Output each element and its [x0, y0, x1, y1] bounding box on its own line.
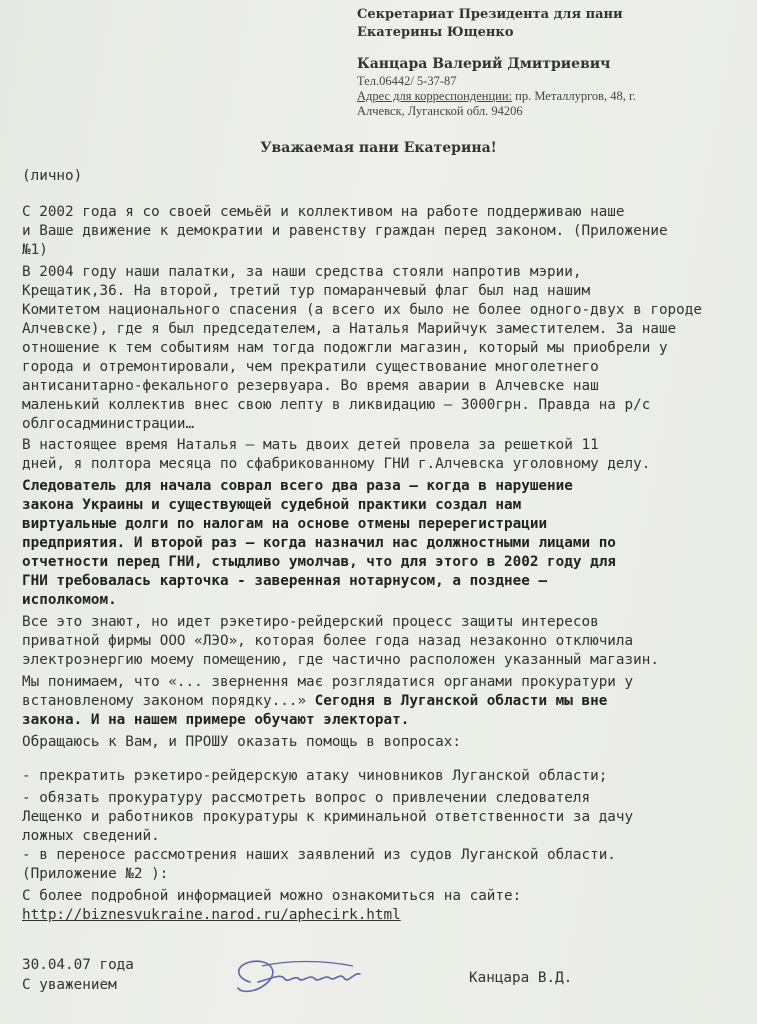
- address-label: Адрес для корреспонденции:: [357, 89, 513, 103]
- body-line-bold: закона. И на нашем примере обучают электорат.: [22, 712, 410, 728]
- sender-phone: Тел.06442/ 5-37-87: [357, 74, 457, 88]
- letter-date: 30.04.07 года: [22, 957, 134, 973]
- body-line: В 2004 году наши палатки, за наши средства стояли напротив мэрии,: [22, 264, 582, 280]
- body-line: города и отремонтировали, чем прекратили существование многолетнего: [22, 359, 599, 375]
- body-line: приватной фирмы ООО «ЛЭО», которая более года назад незаконно отключила: [22, 633, 634, 649]
- body-line: №1): [22, 242, 48, 258]
- body-line: электроэнергию моему помещению, где частично расположен указанный магазин.: [22, 652, 659, 668]
- body-line: ложных сведений.: [22, 828, 160, 844]
- handwritten-signature: [228, 948, 378, 1008]
- sender-address-line-2: Алчевск, Луганской обл. 94206: [357, 104, 523, 118]
- body-line-bold: отчетности перед ГНИ, стыдливо умолчав, что для этого в 2002 году для: [22, 554, 616, 570]
- body-line: С 2002 года я со своей семьёй и коллективом на работе поддерживаю наше: [22, 204, 625, 220]
- body-line: (Приложение №2 ):: [22, 866, 169, 882]
- greeting: Уважаемая пани Екатерина!: [260, 140, 497, 156]
- body-line: Комитетом национального спасения (а всего их было не более одного-двух в городе: [22, 302, 702, 318]
- body-line: Мы понимаем, что «... звернення має розглядатися органами прокуратури у: [22, 674, 634, 690]
- body-line: дней, я полтора месяца по сфабрикованному ГНИ г.Алчевска уголовному делу.: [22, 456, 651, 472]
- body-line: Все это знают, но идет рэкетиро-рейдерский процесс защиты интересов: [22, 614, 599, 630]
- signer-name: Канцара В.Д.: [469, 970, 573, 986]
- body-line: Алчевске), где я был председателем, а Наталья Марийчук заместителем. За наше: [22, 321, 677, 337]
- sender-name: Канцара Валерий Дмитриевич: [357, 56, 611, 72]
- body-line-bold: виртуальные долги по налогам на основе отмены перерегистрации: [22, 516, 548, 532]
- body-line: [22, 692, 742, 711]
- body-line-bold: закона Украины и существующей судебной практики создал нам: [22, 497, 522, 513]
- website-link[interactable]: http://biznesvukraine.narod.ru/aphecirk.html: [22, 907, 401, 923]
- body-line: антисанитарно-фекального резервуара. Во время аварии в Алчевске наш: [22, 378, 599, 394]
- body-line: облгосадминистрации…: [22, 416, 195, 432]
- closing-phrase: С уважением: [22, 977, 117, 993]
- recipient-line-1: Секретариат Президента для пани: [357, 7, 623, 22]
- body-line: Лещенко и работников прокуратуры к криминальной ответственности за дачу: [22, 809, 634, 825]
- request-item: - в переносе рассмотрения наших заявлений из судов Луганской области.: [22, 847, 616, 863]
- address-part-1: пр. Металлургов, 48, г.: [512, 89, 636, 103]
- body-line: В настоящее время Наталья – мать двоих детей провела за решеткой 11: [22, 437, 599, 453]
- personal-note: (лично): [22, 168, 83, 184]
- body-line: С более подробной информацией можно ознакомиться на сайте:: [22, 888, 522, 904]
- bold-statement: Сегодня в Луганской области мы вне: [306, 693, 608, 709]
- body-line-bold: предприятия. И второй раз – когда назначил нас должностными лицами по: [22, 535, 616, 551]
- request-item: - обязать прокуратуру рассмотреть вопрос о привлечении следователя: [22, 790, 591, 806]
- request-item: - прекратить рэкетиро-рейдерскую атаку чиновников Луганской области;: [22, 768, 608, 784]
- body-line: Крещатик,36. На второй, третий тур помаранчевый флаг был над нашим: [22, 283, 591, 299]
- body-line: маленький коллектив внес свою лепту в ликвидацию – 3000грн. Правда на р/с: [22, 397, 651, 413]
- body-line-bold: исполкомом.: [22, 592, 117, 608]
- body-line: Обращаюсь к Вам, и ПРОШУ оказать помощь в вопросах:: [22, 734, 461, 750]
- body-line-bold: Следователь для начала соврал всего два раза – когда в нарушение: [22, 478, 573, 494]
- recipient-line-2: Екатерины Ющенко: [357, 25, 514, 40]
- body-line: и Ваше движение к демократии и равенству граждан перед законом. (Приложение: [22, 223, 668, 239]
- body-line: отношение к тем событиям нам тогда подожгли магазин, который мы приобрели у: [22, 340, 668, 356]
- sender-address-line-1: [357, 89, 636, 104]
- body-line-bold: ГНИ требовалась карточка - заверенная нотарнусом, а позднее –: [22, 573, 548, 589]
- quote-end: встановленому законом порядку...»: [22, 693, 307, 709]
